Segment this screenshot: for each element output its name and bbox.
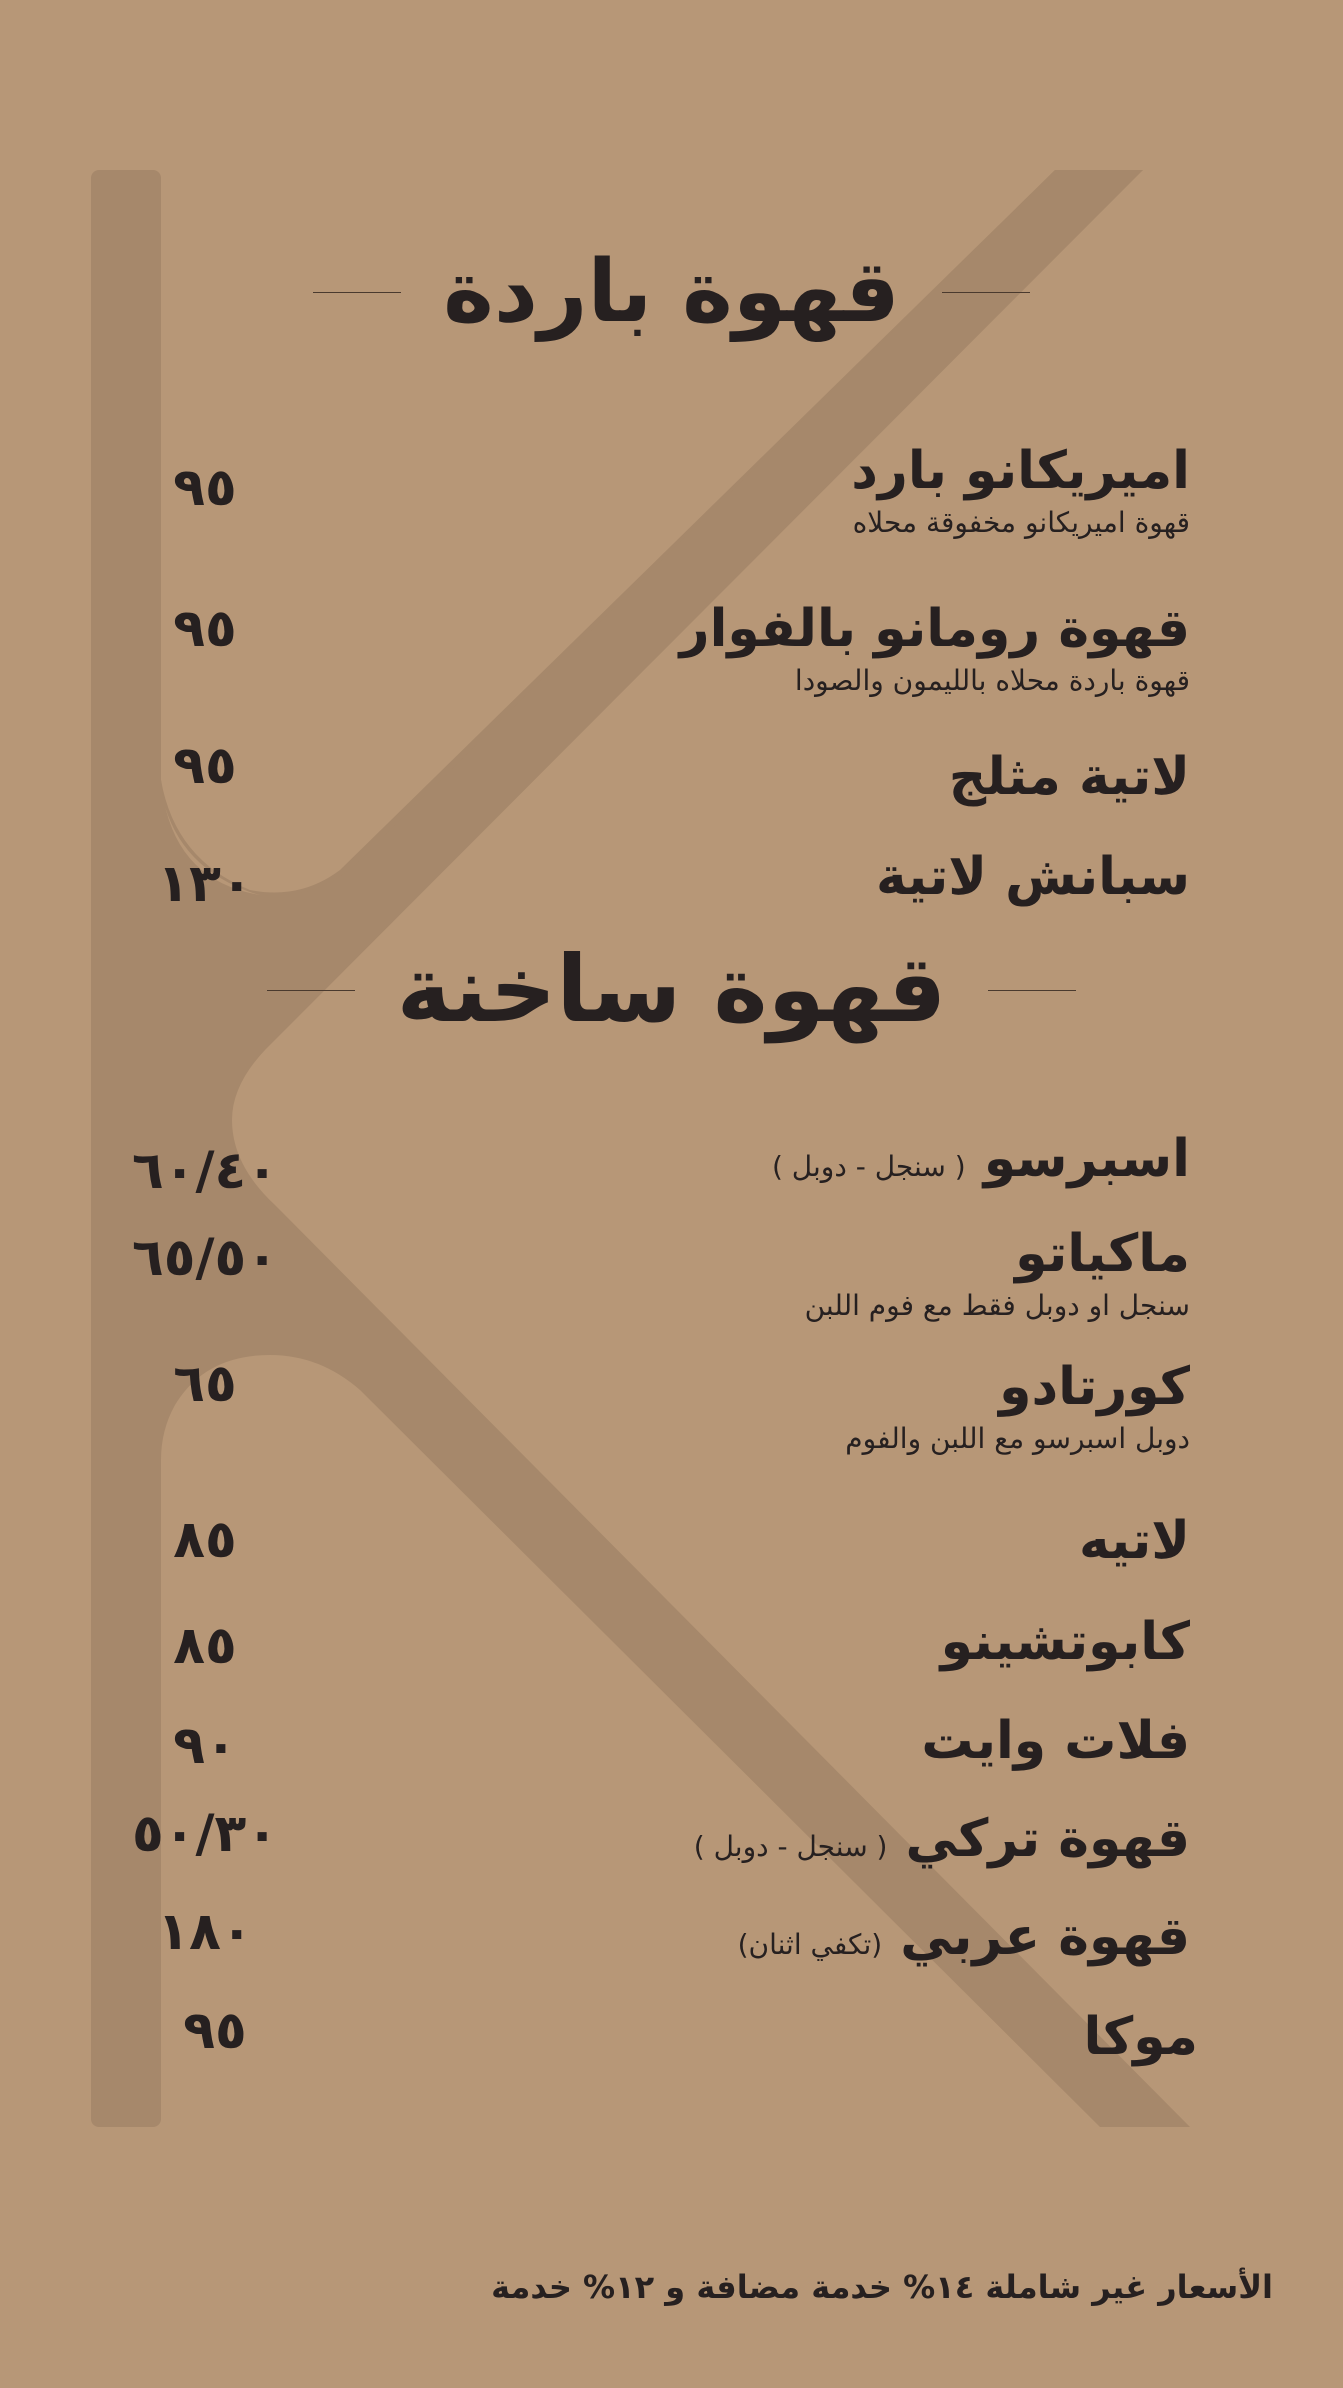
- menu-item-price: ٩٥: [183, 2001, 247, 2061]
- menu-item-price: ٦٥/٥٠: [132, 1228, 278, 1288]
- menu-item-price: ٥٠/٣٠: [132, 1804, 278, 1864]
- menu-item-spanish-latte: [290, 848, 1190, 908]
- menu-item-name: قهوة رومانو بالفوار: [679, 599, 1190, 659]
- menu-item-latte: [290, 1512, 1190, 1572]
- menu-item-mocha: [298, 2008, 1198, 2068]
- menu-item-name: كورتادو: [999, 1357, 1190, 1417]
- menu-item-iced-latte: [290, 748, 1190, 808]
- menu-item-name: قهوة عربي: [900, 1907, 1190, 1967]
- title-rule-left: [267, 990, 355, 991]
- menu-item-turkish-coffee: [290, 1810, 1190, 1870]
- menu-item-name: كابوتشينو: [940, 1612, 1190, 1672]
- menu-item-note: ( سنجل - دوبل ): [693, 1830, 888, 1863]
- menu-item-price: ٦٠/٤٠: [132, 1141, 278, 1201]
- menu-item-note: (تكفي اثنان): [737, 1928, 883, 1961]
- menu-item-cortado: [290, 1358, 1190, 1455]
- menu-item-name: لاتيه: [1078, 1511, 1190, 1571]
- menu-item-flat-white: [290, 1712, 1190, 1772]
- menu-item-price: ٩٥: [173, 458, 237, 518]
- menu-item-description: سنجل او دوبل فقط مع فوم اللبن: [804, 1288, 1190, 1322]
- title-rule-right: [988, 990, 1076, 991]
- menu-item-name: قهوة تركي: [905, 1809, 1190, 1869]
- menu-item-price: ٨٥: [173, 1510, 237, 1570]
- menu-item-name: ماكياتو: [1015, 1224, 1190, 1284]
- menu-item-description: قهوة باردة محلاه بالليمون والصودا: [794, 663, 1190, 697]
- section-title-cold-coffee: [0, 242, 1343, 342]
- menu-item-name: موكا: [1083, 2007, 1198, 2067]
- menu-item-price: ٨٥: [173, 1616, 237, 1676]
- menu-item-espresso: [290, 1130, 1190, 1190]
- title-rule-right: [942, 292, 1030, 293]
- menu-item-macchiato: [290, 1225, 1190, 1322]
- menu-item-price: ١٨٠: [157, 1902, 253, 1962]
- price-disclaimer: الأسعار غير شاملة ١٤% خدمة مضافة و ١٢% خدمة: [491, 2268, 1273, 2306]
- menu-item-price: ١٣٠: [157, 854, 253, 914]
- menu-item-name: لاتية مثلج: [948, 747, 1190, 807]
- menu-item-arabic-coffee: [290, 1908, 1190, 1968]
- menu-item-cappuccino: [290, 1613, 1190, 1673]
- menu-item-note: ( سنجل - دوبل ): [771, 1150, 966, 1183]
- menu-item-romano-fizz: [290, 600, 1190, 697]
- section-title-text: قهوة باردة: [443, 242, 900, 342]
- menu-item-name: اسبرسو: [983, 1129, 1190, 1189]
- menu-item-description: دوبل اسبرسو مع اللبن والفوم: [845, 1421, 1190, 1455]
- menu-item-iced-americano: [290, 442, 1190, 539]
- menu-item-price: ٦٥: [173, 1354, 237, 1414]
- title-rule-left: [313, 292, 401, 293]
- menu-item-price: ٩٥: [173, 736, 237, 796]
- menu-item-name: فلات وايت: [921, 1711, 1190, 1771]
- menu-item-price: ٩٠: [173, 1716, 237, 1776]
- menu-item-price: ٩٥: [173, 599, 237, 659]
- section-title-text: قهوة ساخنة: [396, 936, 947, 1043]
- menu-item-name: سبانش لاتية: [875, 847, 1190, 907]
- menu-item-name: اميريكانو بارد: [851, 441, 1190, 501]
- section-title-hot-coffee: [0, 935, 1343, 1045]
- menu-item-description: قهوة اميريكانو مخفوقة محلاه: [852, 505, 1190, 539]
